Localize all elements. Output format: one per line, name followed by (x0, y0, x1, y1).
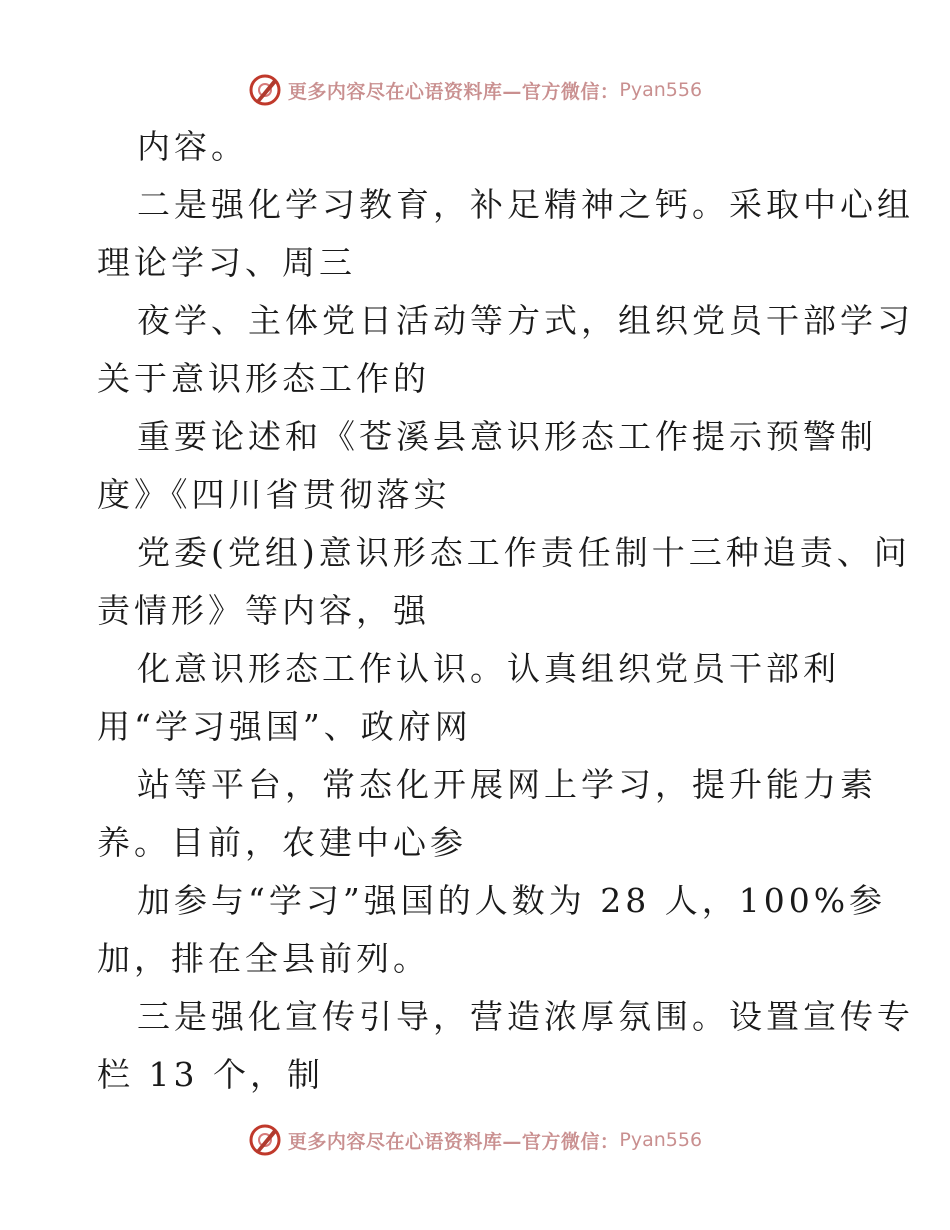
watermark-handle: Pyan556 (619, 79, 703, 101)
text-line: 二是强化学习教育，补足精神之钙。采取中心组 (137, 185, 914, 224)
text-line: 栏 13 个，制 (97, 1055, 324, 1094)
text-line: 度》《四川省贯彻落实 (97, 475, 451, 514)
watermark-text: 更多内容尽在心语资料库—官方微信： (287, 1130, 620, 1153)
watermark-text: 更多内容尽在心语资料库—官方微信： (287, 80, 620, 103)
header-watermark (0, 70, 950, 110)
text-line: 化意识形态工作认识。认真组织党员干部利 (137, 649, 840, 688)
footer-watermark (0, 1120, 950, 1160)
text-line: 重要论述和《苍溪县意识形态工作提示预警制 (137, 417, 877, 456)
text-line: 养。目前，农建中心参 (97, 823, 467, 862)
watermark-handle: Pyan556 (619, 1129, 703, 1151)
quill-pen-logo-icon (248, 73, 282, 107)
text-line: 加参与“学习”强国的人数为 28 人，100%参 (137, 881, 887, 920)
quill-pen-logo-icon (248, 1123, 282, 1157)
text-line: 夜学、主体党日活动等方式，组织党员干部学习 (137, 301, 914, 340)
text-line: 理论学习、周三 (97, 243, 356, 282)
text-line: 加，排在全县前列。 (97, 939, 430, 978)
text-line: 关于意识形态工作的 (97, 359, 430, 398)
text-line: 站等平台，常态化开展网上学习，提升能力素 (137, 765, 877, 804)
text-line: 责情形》等内容，强 (97, 591, 430, 630)
text-line: 内容。 (137, 127, 248, 166)
text-line: 三是强化宣传引导，营造浓厚氛围。设置宣传专 (137, 997, 914, 1036)
document-body (97, 118, 914, 1104)
text-line: 党委(党组)意识形态工作责任制十三种追责、问 (137, 533, 911, 572)
text-line: 用“学习强国”、政府网 (97, 707, 472, 746)
